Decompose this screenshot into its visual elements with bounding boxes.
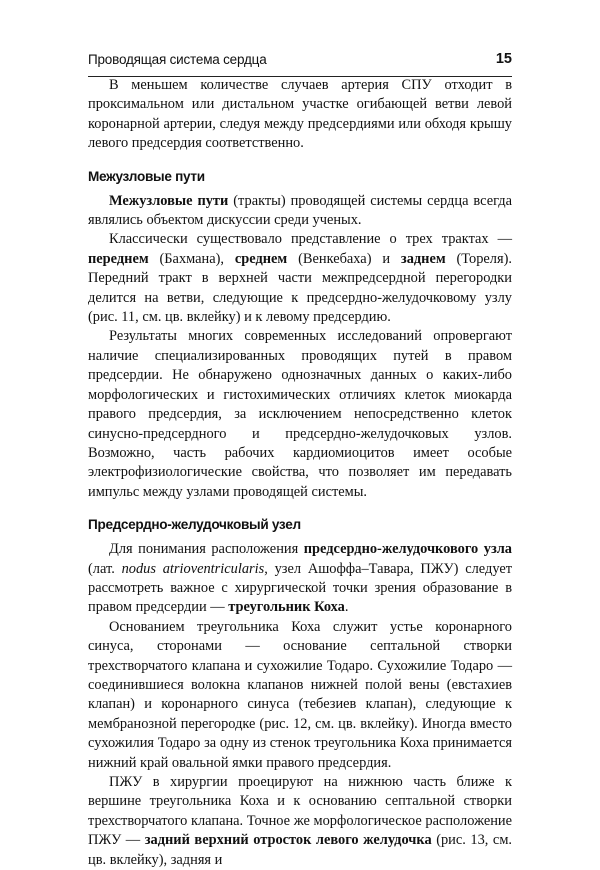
paragraph	[88, 76, 512, 154]
body-text	[88, 76, 512, 870]
bold-term: заднем	[400, 250, 446, 267]
bold-term: задний верхний отросток левого желудочка	[144, 832, 432, 849]
section-heading: Предсердно-желудочковый узел	[88, 517, 301, 533]
paragraph	[88, 327, 512, 502]
page-number: 15	[495, 51, 512, 67]
paragraph	[88, 192, 512, 231]
text-run: ПЖУ в хирургии проецируют на нижнюю часть ближе к вершине треугольника Коха и к основанию септальной створки трехстворчатого клапана. Точное же морфологическое расположение ПЖУ —	[88, 774, 512, 849]
text-run: (Венкебаха) и	[287, 250, 401, 267]
text-run: (рис. 13, см. цв. вклейку), задняя и	[88, 832, 513, 868]
text-run: (Бахмана),	[148, 250, 235, 267]
latin-term: nodus atrioventricularis	[121, 560, 265, 577]
running-head	[88, 52, 512, 77]
paragraph	[88, 540, 512, 618]
text-run: Результаты многих современных исследований опровергают наличие специализированных проводящих путей в правом предсердии. Не обнаружено однозначных данных о каких-либо морфологических и гистохимических отличиях клеток миокарда правого предсердия, за исключением непосредственно клеток синусно-предсердного и предсердно-желудочковых узлов. Возможно, часть рабочих кардиомиоцитов имеет особые электрофизиологические свойства, что позволяет им передавать импульс между узлами проводящей системы.	[88, 328, 512, 500]
text-run: (лат.	[88, 560, 122, 577]
text-run: Классически существовало представление о трех трактах —	[109, 231, 512, 248]
section-heading: Межузловые пути	[88, 168, 205, 184]
running-head-title: Проводящая система сердца	[88, 52, 267, 67]
text-run: (тракты) проводящей системы сердца всегда являлись объектом дискуссии среди ученых.	[88, 192, 512, 229]
paragraph	[88, 773, 512, 870]
text-run: Основанием треугольника Коха служит устье коронарного синуса, сторонами — основание септальной створки трехстворчатого клапана и сухожилие Тодаро. Сухожилие Тодаро — соединившиеся волокна клапанов нижней полой вены (евстахиев клапан) и коронарного синуса (тебезиев клапан), следующие к мембранозной перегородке (рис. 12, см. цв. вклейку). Иногда вместо сухожилия Тодаро за одну из стенок треугольника Коха принимается нижний край овальной ямки правого предсердия.	[88, 618, 512, 771]
text-run: (Тореля). Передний тракт в верхней части межпредсердной перегородки делится на ветви, следующие к предсердно-желудочковому узлу (рис. 11, см. цв. вклейку) и к левому предсердию.	[88, 250, 512, 326]
bold-term: треугольник Коха	[228, 599, 345, 616]
bold-term: переднем	[88, 250, 149, 267]
text-run: .	[344, 599, 349, 616]
bold-term: среднем	[234, 250, 288, 267]
text-run: , узел Ашоффа–Тавара, ПЖУ) следует рассмотреть важное с хирургической точки зрения образование в правом предсердии —	[88, 560, 513, 616]
bold-term: предсердно-желудочкового узла	[303, 541, 512, 558]
bold-term: Межузловые пути	[109, 192, 229, 209]
paragraph	[88, 230, 512, 327]
text-run: В меньшем количестве случаев артерия СПУ отходит в проксимальном или дистальном участке огибающей ветви левой коронарной артерии, следуя между предсердиями или обходя крышу левого предсердия соответственно.	[88, 77, 512, 152]
text-run: Для понимания расположения	[109, 541, 304, 558]
